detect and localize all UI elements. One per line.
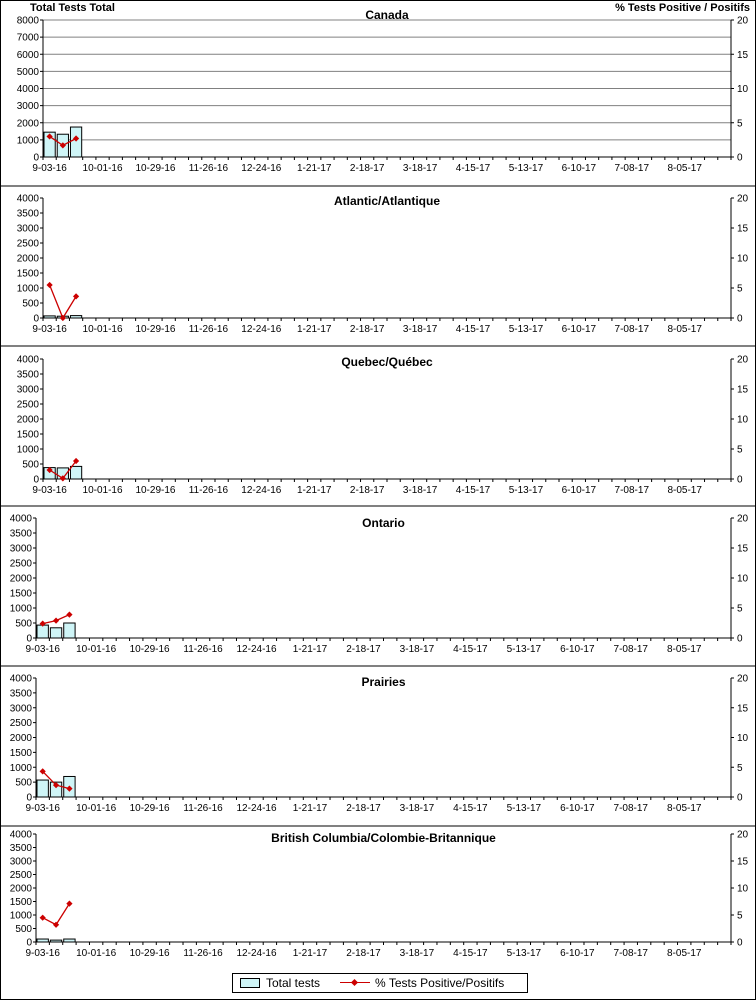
y-tick-label-left: 0: [33, 152, 39, 164]
y-tick-label-left: 6000: [16, 49, 39, 61]
y-tick-label-right: 0: [737, 152, 743, 164]
x-tick-label: 6-10-17: [561, 324, 597, 335]
x-tick-label: 10-29-16: [129, 644, 170, 655]
y-tick-label-left: 3000: [16, 101, 39, 113]
line-point: [53, 922, 59, 928]
chart-title: Prairies: [361, 675, 406, 689]
legend: [232, 973, 528, 993]
bar: [70, 127, 81, 157]
x-tick-label: 11-26-16: [188, 163, 229, 174]
bar: [64, 623, 75, 638]
series-line-percent-positive: [43, 904, 70, 925]
y-tick-label-left: 2000: [16, 414, 39, 426]
y-tick-label-left: 3000: [9, 703, 32, 715]
line-point: [73, 293, 79, 299]
y-tick-label-left: 1500: [9, 588, 32, 600]
x-tick-label: 12-24-16: [236, 803, 277, 814]
y-tick-label-right: 10: [737, 733, 749, 744]
x-tick-label: 12-24-16: [241, 324, 282, 335]
y-tick-label-left: 3000: [9, 856, 32, 868]
y-tick-label-left: 0: [26, 937, 32, 949]
bar: [44, 316, 55, 318]
y-tick-label-right: 20: [737, 15, 749, 27]
y-tick-label-right: 15: [737, 384, 749, 396]
y-tick-label-left: 0: [33, 474, 39, 486]
x-tick-label: 11-26-16: [183, 644, 223, 655]
chart-title: Ontario: [362, 516, 405, 530]
y-tick-label-right: 10: [737, 253, 749, 265]
x-tick-label: 3-18-17: [402, 485, 438, 496]
y-tick-label-left: 4000: [9, 513, 32, 525]
bar: [37, 780, 48, 797]
x-tick-label: 2-18-17: [349, 324, 385, 335]
y-tick-label-right: 0: [737, 633, 743, 645]
y-tick-label-left: 1000: [9, 762, 32, 774]
y-tick-label-left: 1500: [9, 747, 32, 759]
legend-label-percent-positive: % Tests Positive/Positifs: [375, 976, 505, 990]
y-tick-label-left: 8000: [16, 15, 39, 27]
y-tick-label-right: 10: [737, 883, 749, 895]
x-tick-label: 7-08-17: [614, 163, 650, 174]
y-tick-label-left: 500: [15, 618, 32, 630]
x-tick-label: 9-03-16: [25, 948, 60, 959]
x-tick-label: 7-08-17: [613, 803, 648, 814]
x-tick-label: 1-21-17: [296, 324, 332, 335]
y-tick-label-left: 2000: [9, 573, 32, 585]
y-tick-label-right: 5: [737, 444, 743, 456]
legend-item-percent-positive: [320, 976, 504, 990]
x-tick-label: 10-01-16: [76, 948, 117, 959]
chart-title: Atlantic/Atlantique: [333, 194, 441, 208]
x-tick-label: 3-18-17: [399, 803, 435, 814]
line-point: [66, 611, 72, 617]
x-tick-label: 4-15-17: [453, 644, 488, 655]
x-tick-label: 6-10-17: [560, 803, 595, 814]
y-tick-label-left: 1000: [16, 444, 39, 456]
x-tick-label: 3-18-17: [399, 948, 435, 959]
y-tick-label-left: 500: [22, 459, 39, 471]
x-tick-label: 7-08-17: [614, 324, 650, 335]
y-tick-label-left: 7000: [16, 32, 39, 44]
x-tick-label: 6-10-17: [561, 485, 597, 496]
y-tick-label-right: 5: [737, 762, 743, 774]
x-tick-label: 11-26-16: [188, 324, 229, 335]
y-tick-label-left: 4000: [16, 193, 39, 205]
y-tick-label-right: 0: [737, 313, 743, 325]
y-tick-label-right: 20: [737, 513, 749, 525]
x-tick-label: 5-13-17: [506, 644, 542, 655]
x-tick-label: 11-26-16: [183, 948, 223, 959]
y-tick-label-right: 20: [737, 829, 749, 841]
x-tick-label: 9-03-16: [25, 644, 60, 655]
line-point: [47, 282, 53, 288]
y-tick-label-left: 3000: [16, 384, 39, 396]
y-tick-label-left: 0: [26, 633, 32, 645]
chart-title: British Columbia/Colombie-Britannique: [271, 831, 496, 845]
x-tick-label: 5-13-17: [506, 803, 542, 814]
y-tick-label-left: 1500: [9, 897, 32, 908]
x-tick-label: 8-05-17: [666, 644, 702, 655]
y-tick-label-left: 3500: [9, 843, 32, 854]
x-tick-label: 10-29-16: [135, 324, 176, 335]
x-tick-label: 9-03-16: [32, 485, 67, 496]
y-tick-label-left: 2500: [16, 238, 39, 250]
y-tick-label-right: 15: [737, 543, 749, 555]
x-tick-label: 4-15-17: [455, 163, 491, 174]
x-tick-label: 10-29-16: [129, 803, 170, 814]
y-tick-label-left: 3500: [9, 688, 32, 700]
x-tick-label: 3-18-17: [399, 644, 435, 655]
line-point: [66, 901, 72, 907]
x-tick-label: 12-24-16: [241, 163, 282, 174]
legend-line-swatch: [340, 978, 370, 988]
x-tick-label: 10-29-16: [135, 163, 176, 174]
series-line-percent-positive: [50, 285, 76, 318]
y-tick-label-left: 1000: [9, 910, 32, 922]
y-tick-label-right: 15: [737, 49, 749, 61]
y-tick-label-left: 5000: [16, 66, 39, 78]
y-tick-label-right: 0: [737, 937, 743, 949]
y-tick-label-left: 3500: [16, 208, 39, 220]
y-tick-label-right: 0: [737, 792, 743, 804]
y-tick-label-left: 2500: [9, 870, 32, 881]
legend-label-total-tests: Total tests: [266, 976, 321, 990]
x-tick-label: 8-05-17: [667, 324, 702, 335]
y-tick-label-left: 3000: [9, 543, 32, 555]
bar: [70, 316, 81, 318]
x-tick-label: 1-21-17: [292, 644, 328, 655]
x-tick-label: 6-10-17: [560, 948, 595, 959]
x-tick-label: 1-21-17: [292, 948, 328, 959]
x-tick-label: 8-05-17: [666, 948, 702, 959]
y-tick-label-left: 2000: [9, 733, 32, 744]
x-tick-label: 12-24-16: [241, 485, 282, 496]
y-tick-label-left: 4000: [16, 84, 39, 95]
x-tick-label: 12-24-16: [236, 948, 277, 959]
y-tick-label-left: 2500: [9, 718, 32, 730]
bar: [37, 625, 48, 638]
x-tick-label: 4-15-17: [453, 948, 488, 959]
bar: [64, 939, 75, 942]
x-tick-label: 8-05-17: [667, 163, 702, 174]
right-axis-title: % Tests Positive / Positifs: [615, 2, 750, 14]
y-tick-label-left: 1500: [16, 429, 39, 441]
chart-title: Quebec/Québec: [341, 355, 433, 369]
x-tick-label: 1-21-17: [292, 803, 328, 814]
y-tick-label-left: 2500: [16, 399, 39, 411]
y-tick-label-right: 5: [737, 603, 743, 615]
y-tick-label-left: 3500: [9, 528, 32, 540]
y-tick-label-left: 3000: [16, 223, 39, 235]
y-tick-label-left: 500: [22, 298, 39, 310]
x-tick-label: 12-24-16: [236, 644, 277, 655]
y-tick-label-right: 15: [737, 223, 749, 235]
y-tick-label-left: 1500: [16, 268, 39, 280]
bar: [50, 628, 61, 638]
x-tick-label: 2-18-17: [346, 948, 381, 959]
x-tick-label: 10-01-16: [76, 644, 117, 655]
y-tick-label-right: 5: [737, 283, 743, 295]
x-tick-label: 2-18-17: [349, 485, 385, 496]
left-axis-title: Total Tests Total: [30, 2, 115, 14]
y-tick-label-left: 500: [15, 777, 32, 789]
y-tick-label-right: 15: [737, 703, 749, 715]
y-tick-label-right: 20: [737, 673, 749, 685]
line-point: [53, 617, 59, 623]
y-tick-label-left: 500: [15, 924, 32, 935]
x-tick-label: 5-13-17: [508, 324, 544, 335]
x-tick-label: 10-01-16: [82, 324, 123, 335]
x-tick-label: 7-08-17: [613, 948, 648, 959]
bar: [37, 939, 48, 942]
x-tick-label: 3-18-17: [402, 163, 438, 174]
x-tick-label: 11-26-16: [188, 485, 229, 496]
y-tick-label-left: 1000: [9, 603, 32, 615]
x-tick-label: 5-13-17: [508, 163, 544, 174]
chart-title: Canada: [365, 8, 409, 22]
legend-item-total-tests: [233, 976, 320, 990]
y-tick-label-left: 4000: [16, 354, 39, 366]
y-tick-label-left: 3500: [16, 369, 39, 381]
x-tick-label: 4-15-17: [455, 324, 491, 335]
y-tick-label-right: 10: [737, 573, 749, 585]
x-tick-label: 4-15-17: [455, 485, 491, 496]
x-tick-label: 5-13-17: [506, 948, 542, 959]
y-tick-label-right: 0: [737, 474, 743, 486]
y-tick-label-left: 0: [33, 313, 39, 325]
x-tick-label: 9-03-16: [32, 324, 67, 335]
x-tick-label: 3-18-17: [402, 324, 438, 335]
y-tick-label-left: 4000: [9, 673, 32, 685]
y-tick-label-right: 5: [737, 118, 743, 130]
figure-frame: [1, 1, 756, 1000]
y-tick-label-left: 1000: [16, 135, 39, 147]
x-tick-label: 10-29-16: [135, 485, 176, 496]
y-tick-label-left: 1000: [16, 283, 39, 295]
x-tick-label: 9-03-16: [32, 163, 67, 174]
x-tick-label: 6-10-17: [561, 163, 597, 174]
y-tick-label-right: 20: [737, 193, 749, 205]
y-tick-label-left: 2500: [9, 558, 32, 570]
x-tick-label: 1-21-17: [296, 485, 332, 496]
x-tick-label: 11-26-16: [183, 803, 223, 814]
x-tick-label: 10-01-16: [82, 163, 123, 174]
x-tick-label: 9-03-16: [25, 803, 60, 814]
x-tick-label: 7-08-17: [613, 644, 648, 655]
x-tick-label: 2-18-17: [346, 644, 381, 655]
y-tick-label-right: 15: [737, 856, 749, 868]
x-tick-label: 8-05-17: [667, 485, 702, 496]
x-tick-label: 4-15-17: [453, 803, 488, 814]
y-tick-label-left: 2000: [16, 253, 39, 265]
y-tick-label-left: 2000: [9, 883, 32, 895]
x-tick-label: 2-18-17: [349, 163, 385, 174]
x-tick-label: 5-13-17: [508, 485, 544, 496]
x-tick-label: 6-10-17: [560, 644, 595, 655]
bar: [50, 940, 61, 942]
x-tick-label: 10-01-16: [76, 803, 117, 814]
x-tick-label: 8-05-17: [666, 803, 702, 814]
legend-bar-swatch: [240, 978, 260, 988]
y-tick-label-left: 2000: [16, 118, 39, 130]
bar: [70, 466, 81, 479]
x-tick-label: 10-29-16: [129, 948, 170, 959]
y-tick-label-right: 10: [737, 84, 749, 95]
y-tick-label-left: 4000: [9, 829, 32, 841]
x-tick-label: 1-21-17: [296, 163, 332, 174]
y-tick-label-right: 10: [737, 414, 749, 426]
y-tick-label-left: 0: [26, 792, 32, 804]
x-tick-label: 2-18-17: [346, 803, 381, 814]
y-tick-label-right: 20: [737, 354, 749, 366]
x-tick-label: 10-01-16: [82, 485, 123, 496]
y-tick-label-right: 5: [737, 910, 743, 922]
x-tick-label: 7-08-17: [614, 485, 650, 496]
line-point: [40, 915, 46, 921]
